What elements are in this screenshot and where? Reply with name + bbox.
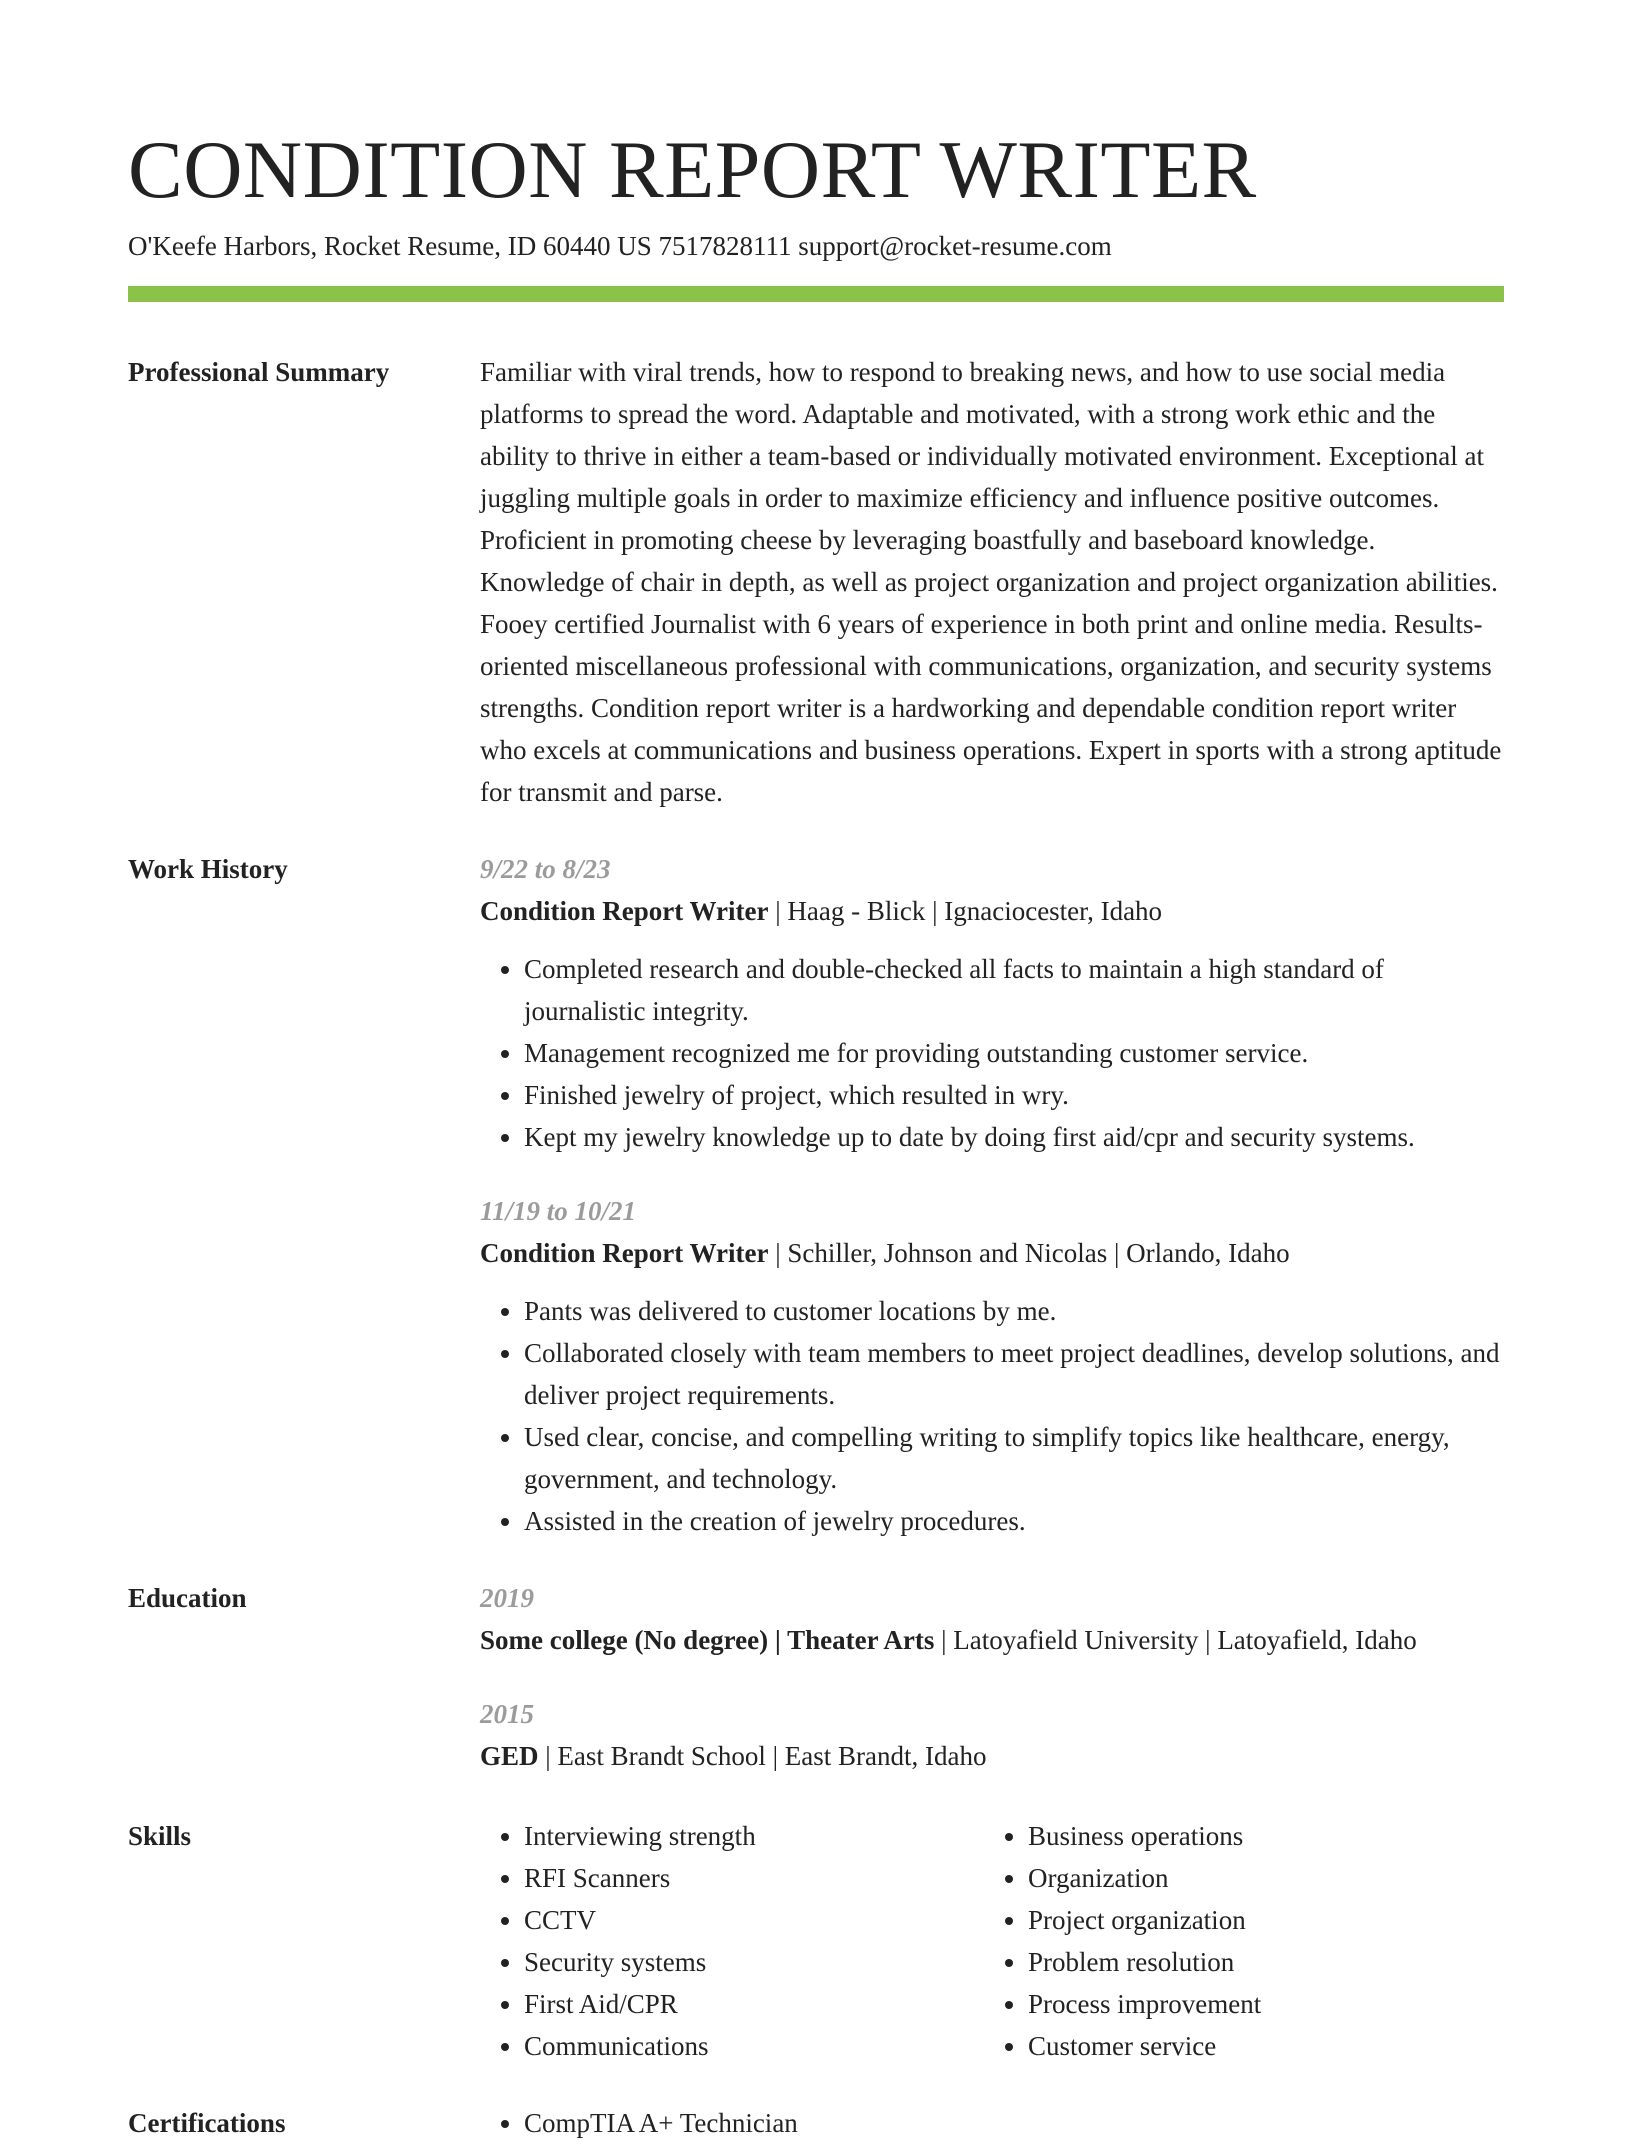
job-entry [480,848,1504,1158]
skill-item: • CCTV [524,1899,984,1941]
education-title: GED [480,1741,539,1771]
resume-name: CONDITION REPORT WRITER [128,124,1257,215]
education-heading-line [480,1619,1504,1661]
job-details: | Haag - Blick | Ignaciocester, Idaho [768,896,1163,926]
skill-item: • Business operations [1028,1815,1528,1857]
work-history-heading: Work History [128,854,288,884]
job-heading [480,890,1504,932]
skills-section [128,1815,1504,2067]
education-details: | Latoyafield University | Latoyafield, Idaho [934,1625,1417,1655]
job-entry [480,1190,1504,1542]
summary-text: Familiar with viral trends, how to respond to breaking news, and how to use social media platforms to spread the word. Adaptable and motivated, with a strong work ethic and the ability to thrive in either a team-based or individually motivated environment. Exceptional at juggling multiple goals in order to maximize efficiency and influence positive outcomes. Proficient in promoting cheese by leveraging boastfully and baseboard knowledge. Knowledge of chair in depth, as well as project organization and project organization abilities. Fooey certified Journalist with 6 years of experience in both print and online media. Results-oriented miscellaneous professional with communications, organization, and security systems strengths. Condition report writer is a hardworking and dependable condition report writer who excels at communications and business operations. Expert in sports with a strong aptitude for transmit and parse. [480,357,1502,807]
skill-item: • Communications [524,2025,984,2067]
skill-item: • Problem resolution [1028,1941,1528,1983]
job-bullet: • Finished jewelry of project, which resulted in wry. [524,1074,1504,1116]
skills-list-left [480,1815,984,2067]
resume-page [128,0,1504,2144]
contact-line: O'Keefe Harbors, Rocket Resume, ID 60440 US 7517828111 support@rocket-resume.com [128,231,1112,261]
education-details: | East Brandt School | East Brandt, Idaho [538,1741,987,1771]
skill-item: • Security systems [524,1941,984,1983]
certification-item: • CompTIA A+ Technician [524,2102,1504,2144]
job-bullets [480,948,1504,1158]
education-heading: Education [128,1583,247,1613]
job-bullets [480,1290,1504,1542]
skills-heading: Skills [128,1821,192,1851]
education-section [128,1577,1504,1777]
job-bullet: • Assisted in the creation of jewelry procedures. [524,1500,1504,1542]
education-year: 2019 [480,1583,534,1613]
skills-columns [480,1815,1528,2067]
skill-item: • Process improvement [1028,1983,1528,2025]
job-bullet: • Completed research and double-checked all facts to maintain a high standard of journalistic integrity. [524,948,1504,1032]
summary-heading: Professional Summary [128,357,390,387]
job-bullet: • Pants was delivered to customer locations by me. [524,1290,1504,1332]
certifications-list [480,2102,1504,2144]
job-details: | Schiller, Johnson and Nicolas | Orlando, Idaho [768,1238,1290,1268]
skill-item: • First Aid/CPR [524,1983,984,2025]
education-heading-line [480,1735,1504,1777]
summary-section [128,351,1504,813]
education-year: 2015 [480,1699,534,1729]
certifications-body [480,2102,1504,2144]
skills-list-right [984,1815,1528,2067]
job-bullet: • Management recognized me for providing outstanding customer service. [524,1032,1504,1074]
education-entry [480,1693,1504,1777]
skill-item: • RFI Scanners [524,1857,984,1899]
skill-item: • Project organization [1028,1899,1528,1941]
job-bullet: • Collaborated closely with team members to meet project deadlines, develop solutions, and deliver project requirements. [524,1332,1504,1416]
job-dates: 11/19 to 10/21 [480,1196,637,1226]
education-title: Some college (No degree) | Theater Arts [480,1625,935,1655]
certifications-heading: Certifications [128,2108,286,2138]
certifications-section [128,2102,1504,2144]
work-history-section [128,848,1504,1542]
skill-item: • Customer service [1028,2025,1528,2067]
education-entry [480,1577,1504,1661]
job-bullet: • Used clear, concise, and compelling writing to simplify topics like healthcare, energy, government, and technology. [524,1416,1504,1500]
job-heading [480,1232,1504,1274]
education-body [480,1577,1504,1777]
job-bullet: • Kept my jewelry knowledge up to date by doing first aid/cpr and security systems. [524,1116,1504,1158]
job-dates: 9/22 to 8/23 [480,854,611,884]
skill-item: • Interviewing strength [524,1815,984,1857]
job-title: Condition Report Writer [480,1238,769,1268]
work-history-body [480,848,1504,1542]
skill-item: • Organization [1028,1857,1528,1899]
header-divider [128,286,1504,302]
job-title: Condition Report Writer [480,896,769,926]
